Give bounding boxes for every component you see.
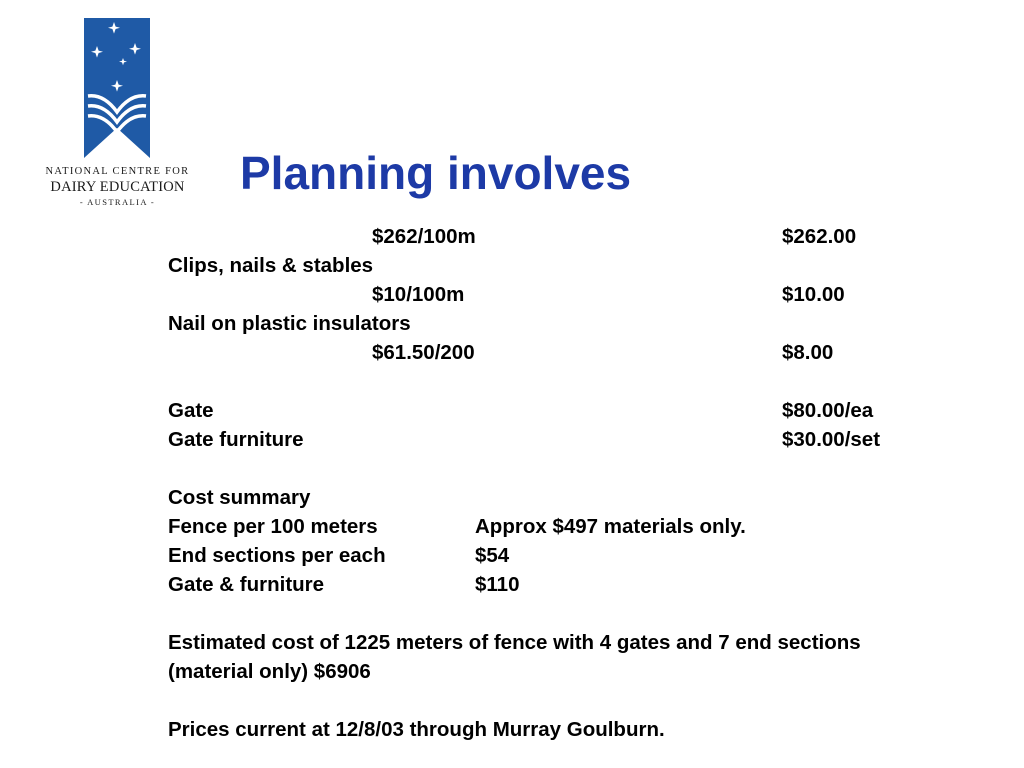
item-label: Gate <box>168 399 214 422</box>
unit-price: $262/100m <box>372 225 476 248</box>
price-row <box>168 222 1008 251</box>
line-cost: $8.00 <box>782 341 834 364</box>
estimate-line: Estimated cost of 1225 meters of fence with 4 gates and 7 end sections <box>168 631 861 654</box>
unit-price: $61.50/200 <box>372 341 475 364</box>
logo-text-line2: DAIRY EDUCATION <box>50 179 185 195</box>
item-label: Gate furniture <box>168 428 304 451</box>
summary-value: Approx $497 materials only. <box>475 515 746 538</box>
item-row <box>168 425 1008 454</box>
item-label: Nail on plastic insulators <box>168 312 411 335</box>
unit-price: $10/100m <box>372 283 465 306</box>
summary-row <box>168 570 1008 599</box>
item-row <box>168 396 1008 425</box>
item-row <box>168 309 1008 338</box>
slide-title: Planning involves <box>240 147 632 199</box>
summary-heading: Cost summary <box>168 486 311 509</box>
summary-value: $54 <box>475 544 510 567</box>
price-row <box>168 338 1008 367</box>
line-cost: $262.00 <box>782 225 857 248</box>
line-cost: $30.00/set <box>782 428 881 451</box>
line-cost: $10.00 <box>782 283 845 306</box>
summary-row <box>168 541 1008 570</box>
line-cost: $80.00/ea <box>782 399 874 422</box>
summary-row <box>168 512 1008 541</box>
summary-label: Fence per 100 meters <box>168 515 378 538</box>
estimate-line: (material only) $6906 <box>168 660 371 683</box>
logo-text-line3: - AUSTRALIA - <box>79 197 156 207</box>
summary-value: $110 <box>475 573 520 596</box>
price-row <box>168 280 1008 309</box>
summary-label: Gate & furniture <box>168 573 325 596</box>
slide-body <box>168 222 1008 744</box>
summary-label: End sections per each <box>168 544 386 567</box>
logo-text-line1: NATIONAL CENTRE FOR <box>45 166 190 177</box>
item-label: Clips, nails & stables <box>168 254 374 277</box>
ncde-logo <box>30 18 205 218</box>
southern-cross-banner-icon <box>84 18 150 158</box>
price-note: Prices current at 12/8/03 through Murray Goulburn. <box>168 718 665 741</box>
item-row <box>168 251 1008 280</box>
